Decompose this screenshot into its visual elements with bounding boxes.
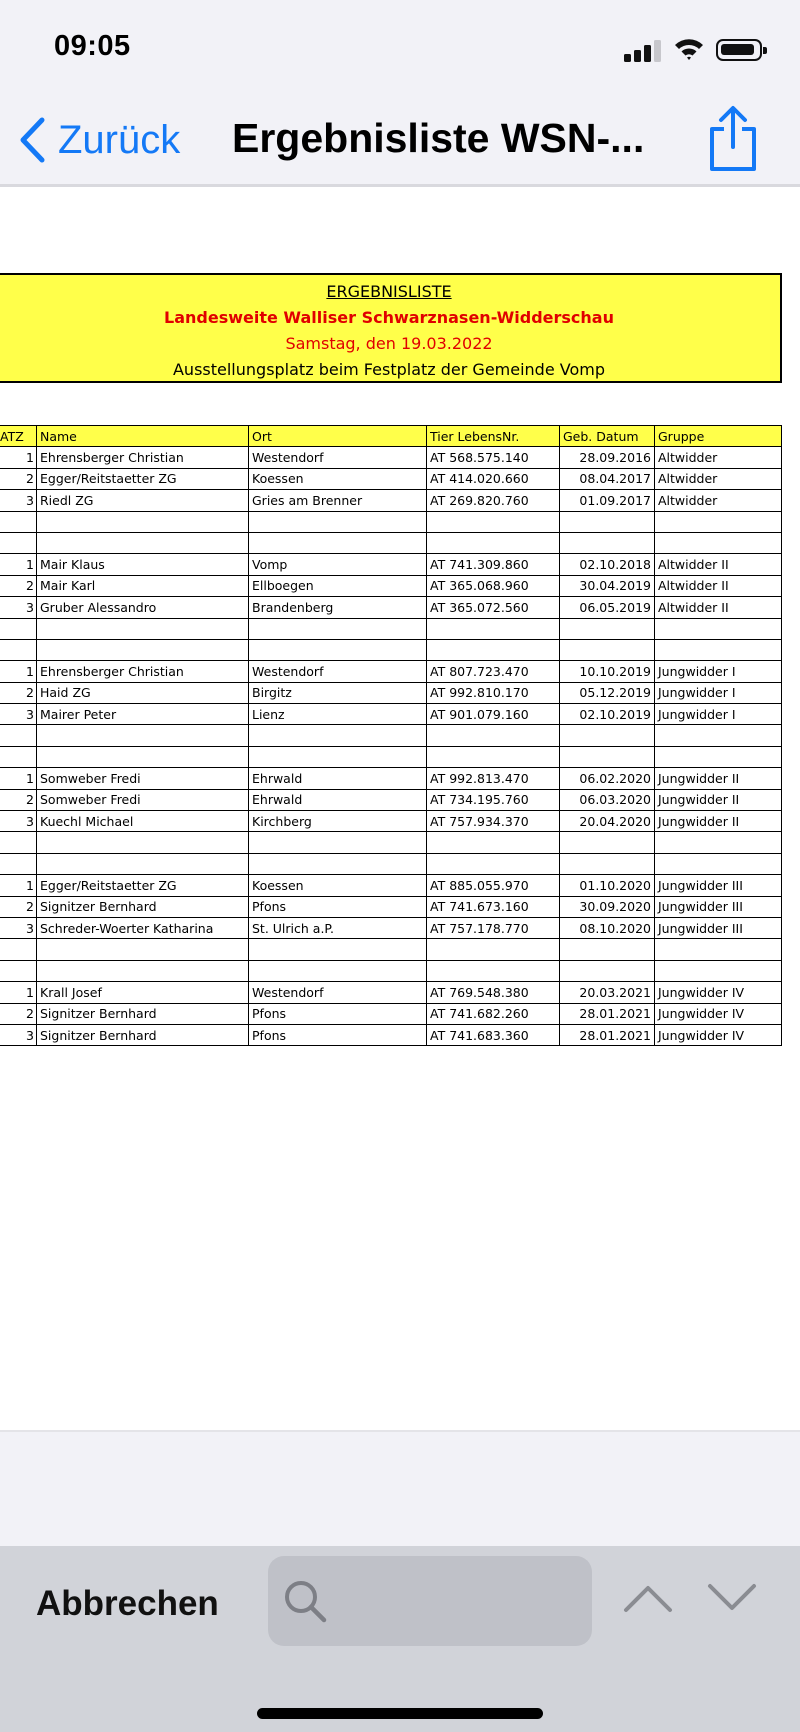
- cell-name: Signitzer Bernhard: [37, 1024, 249, 1045]
- cell-platz: 2: [0, 896, 37, 917]
- table-row: [0, 490, 782, 511]
- cell-platz: 3: [0, 704, 37, 725]
- home-indicator: [257, 1708, 543, 1719]
- results-body: [0, 447, 782, 1046]
- cell-name: Signitzer Bernhard: [37, 896, 249, 917]
- cell-gruppe: Jungwidder I: [655, 682, 782, 703]
- empty-cell: [0, 532, 37, 553]
- cell-name: Schreder-Woerter Katharina: [37, 917, 249, 938]
- empty-row: [0, 725, 782, 746]
- cancel-button[interactable]: Abbrechen: [36, 1584, 219, 1623]
- table-row: [0, 1003, 782, 1024]
- empty-cell: [37, 939, 249, 960]
- empty-cell: [560, 511, 655, 532]
- empty-cell: [37, 725, 249, 746]
- column-header-platz: ATZ: [0, 426, 37, 447]
- empty-cell: [37, 511, 249, 532]
- cell-tier: AT 741.682.260: [427, 1003, 560, 1024]
- empty-row: [0, 960, 782, 981]
- cell-gruppe: Jungwidder IV: [655, 1003, 782, 1024]
- cell-tier: AT 269.820.760: [427, 490, 560, 511]
- empty-cell: [427, 960, 560, 981]
- cellular-signal-icon: [624, 40, 664, 62]
- table-row: [0, 875, 782, 896]
- cell-name: Somweber Fredi: [37, 768, 249, 789]
- empty-cell: [37, 532, 249, 553]
- cell-ort: Pfons: [249, 1024, 427, 1045]
- empty-cell: [427, 511, 560, 532]
- table-row: [0, 554, 782, 575]
- cell-gruppe: Jungwidder III: [655, 917, 782, 938]
- table-row: [0, 661, 782, 682]
- find-bar: [0, 1546, 800, 1732]
- table-row: [0, 468, 782, 489]
- cell-platz: 3: [0, 811, 37, 832]
- cell-gruppe: Altwidder II: [655, 597, 782, 618]
- empty-row: [0, 532, 782, 553]
- wifi-icon: [674, 36, 704, 62]
- empty-cell: [0, 939, 37, 960]
- empty-cell: [37, 832, 249, 853]
- event-subtitle: Landesweite Walliser Schwarznasen-Widderschau: [164, 308, 614, 327]
- cell-platz: 1: [0, 661, 37, 682]
- cell-ort: Koessen: [249, 875, 427, 896]
- cell-platz: 1: [0, 554, 37, 575]
- cell-tier: AT 741.309.860: [427, 554, 560, 575]
- cell-platz: 3: [0, 917, 37, 938]
- cell-geb: 02.10.2018: [560, 554, 655, 575]
- cell-geb: 05.12.2019: [560, 682, 655, 703]
- cell-tier: AT 365.072.560: [427, 597, 560, 618]
- cell-name: Haid ZG: [37, 682, 249, 703]
- column-header-ort: Ort: [249, 426, 427, 447]
- cell-geb: 02.10.2019: [560, 704, 655, 725]
- cell-ort: Ehrwald: [249, 789, 427, 810]
- empty-cell: [37, 960, 249, 981]
- empty-cell: [249, 532, 427, 553]
- cell-ort: Brandenberg: [249, 597, 427, 618]
- column-header-name: Name: [37, 426, 249, 447]
- cell-gruppe: Jungwidder I: [655, 661, 782, 682]
- cell-geb: 10.10.2019: [560, 661, 655, 682]
- cell-ort: St. Ulrich a.P.: [249, 917, 427, 938]
- empty-row: [0, 618, 782, 639]
- table-row: [0, 447, 782, 468]
- cell-tier: AT 769.548.380: [427, 982, 560, 1003]
- empty-cell: [655, 853, 782, 874]
- cell-geb: 30.09.2020: [560, 896, 655, 917]
- cell-geb: 28.09.2016: [560, 447, 655, 468]
- cell-name: Kuechl Michael: [37, 811, 249, 832]
- empty-cell: [249, 853, 427, 874]
- empty-cell: [427, 939, 560, 960]
- table-row: [0, 896, 782, 917]
- cell-name: Ehrensberger Christian: [37, 447, 249, 468]
- cell-gruppe: Jungwidder II: [655, 811, 782, 832]
- empty-cell: [0, 746, 37, 767]
- cell-ort: Westendorf: [249, 982, 427, 1003]
- table-row: [0, 575, 782, 596]
- page-title: Ergebnisliste WSN-...: [232, 115, 645, 161]
- empty-row: [0, 746, 782, 767]
- empty-cell: [655, 960, 782, 981]
- cell-gruppe: Jungwidder III: [655, 896, 782, 917]
- document-view[interactable]: [0, 190, 800, 1430]
- empty-row: [0, 853, 782, 874]
- cell-tier: AT 901.079.160: [427, 704, 560, 725]
- cell-ort: Kirchberg: [249, 811, 427, 832]
- empty-cell: [427, 725, 560, 746]
- empty-cell: [560, 853, 655, 874]
- cell-name: Mair Karl: [37, 575, 249, 596]
- cell-gruppe: Altwidder: [655, 468, 782, 489]
- cell-platz: 2: [0, 575, 37, 596]
- cell-ort: Westendorf: [249, 661, 427, 682]
- cell-gruppe: Altwidder II: [655, 575, 782, 596]
- empty-cell: [427, 639, 560, 660]
- cell-name: Signitzer Bernhard: [37, 1003, 249, 1024]
- empty-cell: [0, 725, 37, 746]
- search-field[interactable]: [268, 1556, 592, 1646]
- empty-cell: [560, 618, 655, 639]
- cell-geb: 06.05.2019: [560, 597, 655, 618]
- empty-cell: [655, 939, 782, 960]
- cell-name: Egger/Reitstaetter ZG: [37, 875, 249, 896]
- cell-ort: Lienz: [249, 704, 427, 725]
- table-header-row: [0, 426, 782, 447]
- empty-cell: [249, 639, 427, 660]
- empty-cell: [655, 618, 782, 639]
- cell-gruppe: Altwidder: [655, 490, 782, 511]
- cell-geb: 08.10.2020: [560, 917, 655, 938]
- back-button[interactable]: [18, 115, 180, 165]
- table-row: [0, 982, 782, 1003]
- battery-icon: [716, 39, 762, 61]
- cell-platz: 1: [0, 447, 37, 468]
- empty-cell: [427, 532, 560, 553]
- results-table: [0, 425, 782, 1046]
- empty-cell: [37, 639, 249, 660]
- cell-tier: AT 568.575.140: [427, 447, 560, 468]
- empty-cell: [249, 618, 427, 639]
- cell-name: Krall Josef: [37, 982, 249, 1003]
- empty-cell: [249, 832, 427, 853]
- table-row: [0, 917, 782, 938]
- empty-cell: [0, 832, 37, 853]
- empty-cell: [427, 746, 560, 767]
- share-icon[interactable]: [704, 105, 762, 173]
- cell-ort: Vomp: [249, 554, 427, 575]
- cell-platz: 3: [0, 490, 37, 511]
- empty-cell: [560, 832, 655, 853]
- cell-ort: Ellboegen: [249, 575, 427, 596]
- empty-cell: [427, 832, 560, 853]
- cell-geb: 06.03.2020: [560, 789, 655, 810]
- event-date: Samstag, den 19.03.2022: [285, 334, 493, 353]
- empty-cell: [249, 960, 427, 981]
- cell-platz: 3: [0, 1024, 37, 1045]
- cell-platz: 2: [0, 789, 37, 810]
- cell-tier: AT 365.068.960: [427, 575, 560, 596]
- bottom-separator: [0, 1430, 800, 1546]
- chevron-left-icon: [18, 117, 46, 163]
- empty-cell: [560, 532, 655, 553]
- cell-geb: 28.01.2021: [560, 1003, 655, 1024]
- cell-geb: 30.04.2019: [560, 575, 655, 596]
- empty-cell: [560, 639, 655, 660]
- cell-name: Riedl ZG: [37, 490, 249, 511]
- list-title: ERGEBNISLISTE: [326, 282, 452, 301]
- table-row: [0, 1024, 782, 1045]
- navigation-bar: [0, 95, 800, 187]
- empty-cell: [655, 832, 782, 853]
- status-bar: [0, 0, 800, 95]
- cell-ort: Pfons: [249, 1003, 427, 1024]
- empty-cell: [560, 960, 655, 981]
- empty-cell: [427, 618, 560, 639]
- cell-gruppe: Jungwidder I: [655, 704, 782, 725]
- cell-gruppe: Jungwidder II: [655, 768, 782, 789]
- status-time: 09:05: [54, 30, 131, 62]
- cell-geb: 01.10.2020: [560, 875, 655, 896]
- cell-name: Gruber Alessandro: [37, 597, 249, 618]
- empty-cell: [655, 746, 782, 767]
- search-input[interactable]: [338, 1576, 578, 1626]
- empty-cell: [560, 746, 655, 767]
- search-icon: [282, 1578, 328, 1624]
- cell-ort: Gries am Brenner: [249, 490, 427, 511]
- cell-tier: AT 992.813.470: [427, 768, 560, 789]
- cell-geb: 01.09.2017: [560, 490, 655, 511]
- cell-platz: 2: [0, 1003, 37, 1024]
- cell-platz: 1: [0, 875, 37, 896]
- cell-gruppe: Jungwidder IV: [655, 1024, 782, 1045]
- cell-gruppe: Jungwidder IV: [655, 982, 782, 1003]
- chevron-up-icon[interactable]: [622, 1572, 674, 1624]
- cell-tier: AT 807.723.470: [427, 661, 560, 682]
- empty-cell: [655, 639, 782, 660]
- cell-platz: 1: [0, 768, 37, 789]
- empty-cell: [560, 725, 655, 746]
- empty-cell: [249, 746, 427, 767]
- cell-geb: 06.02.2020: [560, 768, 655, 789]
- cell-geb: 20.04.2020: [560, 811, 655, 832]
- cell-geb: 08.04.2017: [560, 468, 655, 489]
- cell-gruppe: Jungwidder II: [655, 789, 782, 810]
- cell-tier: AT 885.055.970: [427, 875, 560, 896]
- empty-cell: [427, 853, 560, 874]
- cell-tier: AT 741.673.160: [427, 896, 560, 917]
- chevron-down-icon[interactable]: [706, 1572, 758, 1624]
- empty-cell: [655, 725, 782, 746]
- empty-row: [0, 639, 782, 660]
- cell-gruppe: Altwidder II: [655, 554, 782, 575]
- cell-geb: 20.03.2021: [560, 982, 655, 1003]
- cell-geb: 28.01.2021: [560, 1024, 655, 1045]
- table-row: [0, 811, 782, 832]
- cell-name: Mair Klaus: [37, 554, 249, 575]
- cell-platz: 2: [0, 682, 37, 703]
- empty-cell: [249, 511, 427, 532]
- empty-cell: [249, 725, 427, 746]
- cell-platz: 2: [0, 468, 37, 489]
- cell-gruppe: Jungwidder III: [655, 875, 782, 896]
- table-row: [0, 768, 782, 789]
- empty-cell: [0, 853, 37, 874]
- table-row: [0, 789, 782, 810]
- cell-name: Egger/Reitstaetter ZG: [37, 468, 249, 489]
- cell-gruppe: Altwidder: [655, 447, 782, 468]
- cell-tier: AT 734.195.760: [427, 789, 560, 810]
- cell-ort: Koessen: [249, 468, 427, 489]
- empty-row: [0, 832, 782, 853]
- empty-cell: [249, 939, 427, 960]
- cell-ort: Ehrwald: [249, 768, 427, 789]
- cell-name: Mairer Peter: [37, 704, 249, 725]
- empty-cell: [37, 746, 249, 767]
- column-header-geb: Geb. Datum: [560, 426, 655, 447]
- empty-cell: [0, 639, 37, 660]
- cell-name: Ehrensberger Christian: [37, 661, 249, 682]
- empty-cell: [37, 853, 249, 874]
- cell-tier: AT 757.178.770: [427, 917, 560, 938]
- cell-tier: AT 741.683.360: [427, 1024, 560, 1045]
- table-row: [0, 682, 782, 703]
- empty-cell: [37, 618, 249, 639]
- result-list-header: [0, 273, 782, 383]
- cell-ort: Westendorf: [249, 447, 427, 468]
- column-header-gruppe: Gruppe: [655, 426, 782, 447]
- empty-cell: [0, 618, 37, 639]
- cell-ort: Pfons: [249, 896, 427, 917]
- empty-cell: [0, 511, 37, 532]
- cell-tier: AT 992.810.170: [427, 682, 560, 703]
- column-header-tier: Tier LebensNr.: [427, 426, 560, 447]
- empty-row: [0, 511, 782, 532]
- event-location: Ausstellungsplatz beim Festplatz der Gemeinde Vomp: [172, 360, 605, 379]
- empty-cell: [655, 532, 782, 553]
- table-row: [0, 704, 782, 725]
- back-label: Zurück: [58, 117, 181, 162]
- cell-tier: AT 757.934.370: [427, 811, 560, 832]
- empty-row: [0, 939, 782, 960]
- table-row: [0, 597, 782, 618]
- cell-platz: 1: [0, 982, 37, 1003]
- cell-tier: AT 414.020.660: [427, 468, 560, 489]
- empty-cell: [560, 939, 655, 960]
- cell-platz: 3: [0, 597, 37, 618]
- cell-name: Somweber Fredi: [37, 789, 249, 810]
- empty-cell: [655, 511, 782, 532]
- empty-cell: [0, 960, 37, 981]
- cell-ort: Birgitz: [249, 682, 427, 703]
